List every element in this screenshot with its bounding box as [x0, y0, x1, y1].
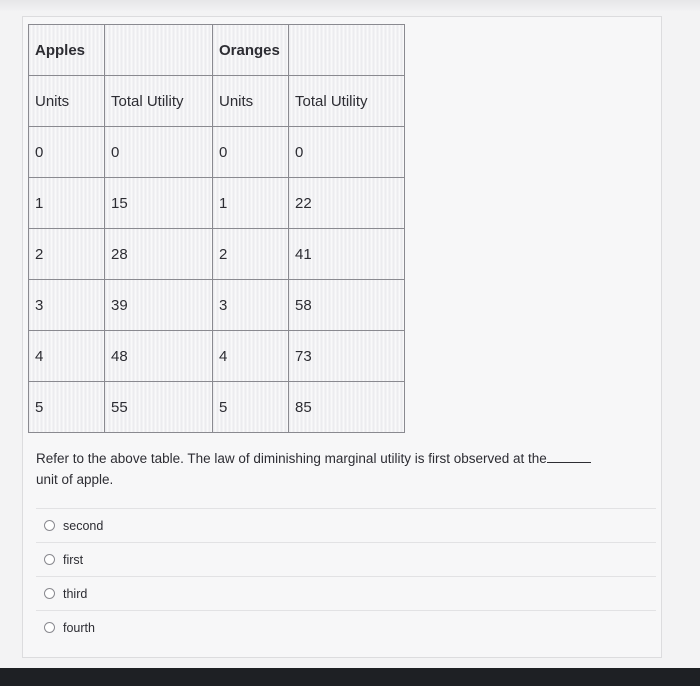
option-third[interactable]	[36, 576, 656, 610]
table-cell: 3	[29, 280, 105, 331]
table-cell: 55	[105, 382, 213, 433]
table-cell: 0	[289, 127, 405, 178]
table-cell: 3	[213, 280, 289, 331]
option-second[interactable]	[36, 508, 656, 542]
table-cell: 0	[213, 127, 289, 178]
column-header: Total Utility	[105, 76, 213, 127]
radio-icon[interactable]	[44, 622, 55, 633]
table-cell: 4	[29, 331, 105, 382]
table-row	[29, 280, 405, 331]
table-cell: 41	[289, 229, 405, 280]
answer-blank	[547, 450, 591, 463]
table-cell: 2	[29, 229, 105, 280]
table-row	[29, 331, 405, 382]
column-header: Units	[213, 76, 289, 127]
table-cell: 0	[29, 127, 105, 178]
apples-header: Apples	[29, 25, 105, 76]
question-prefix: Refer to the above table. The law of diminishing marginal utility is first observed at the	[36, 451, 547, 466]
option-first[interactable]	[36, 542, 656, 576]
option-label: fourth	[63, 620, 95, 635]
table-cell: 39	[105, 280, 213, 331]
table-row	[29, 127, 405, 178]
table-cell: 73	[289, 331, 405, 382]
table-row	[29, 382, 405, 433]
table-cell: 15	[105, 178, 213, 229]
table-cell: 4	[213, 331, 289, 382]
utility-table	[28, 24, 405, 433]
option-label: first	[63, 552, 84, 567]
column-header: Units	[29, 76, 105, 127]
table-cell: 22	[289, 178, 405, 229]
table-cell: 0	[105, 127, 213, 178]
group-header-row	[29, 25, 405, 76]
table-cell: 58	[289, 280, 405, 331]
table-cell: 5	[213, 382, 289, 433]
table-cell: 28	[105, 229, 213, 280]
option-label: third	[63, 586, 88, 601]
table-row	[29, 178, 405, 229]
answer-options	[36, 508, 656, 644]
table-cell: 5	[29, 382, 105, 433]
table-cell: 1	[213, 178, 289, 229]
screen-top-edge	[0, 0, 700, 12]
table-cell: 1	[29, 178, 105, 229]
oranges-header: Oranges	[213, 25, 289, 76]
column-header: Total Utility	[289, 76, 405, 127]
table-row	[29, 229, 405, 280]
radio-icon[interactable]	[44, 588, 55, 599]
option-fourth[interactable]	[36, 610, 656, 644]
table-cell: 2	[213, 229, 289, 280]
question-text	[36, 448, 636, 490]
table-cell: 85	[289, 382, 405, 433]
blank-header	[289, 25, 405, 76]
question-suffix: unit of apple.	[36, 472, 114, 487]
option-label: second	[63, 518, 104, 533]
blank-header	[105, 25, 213, 76]
screen-bottom-edge	[0, 668, 700, 686]
column-header-row	[29, 76, 405, 127]
table-cell: 48	[105, 331, 213, 382]
radio-icon[interactable]	[44, 554, 55, 565]
radio-icon[interactable]	[44, 520, 55, 531]
